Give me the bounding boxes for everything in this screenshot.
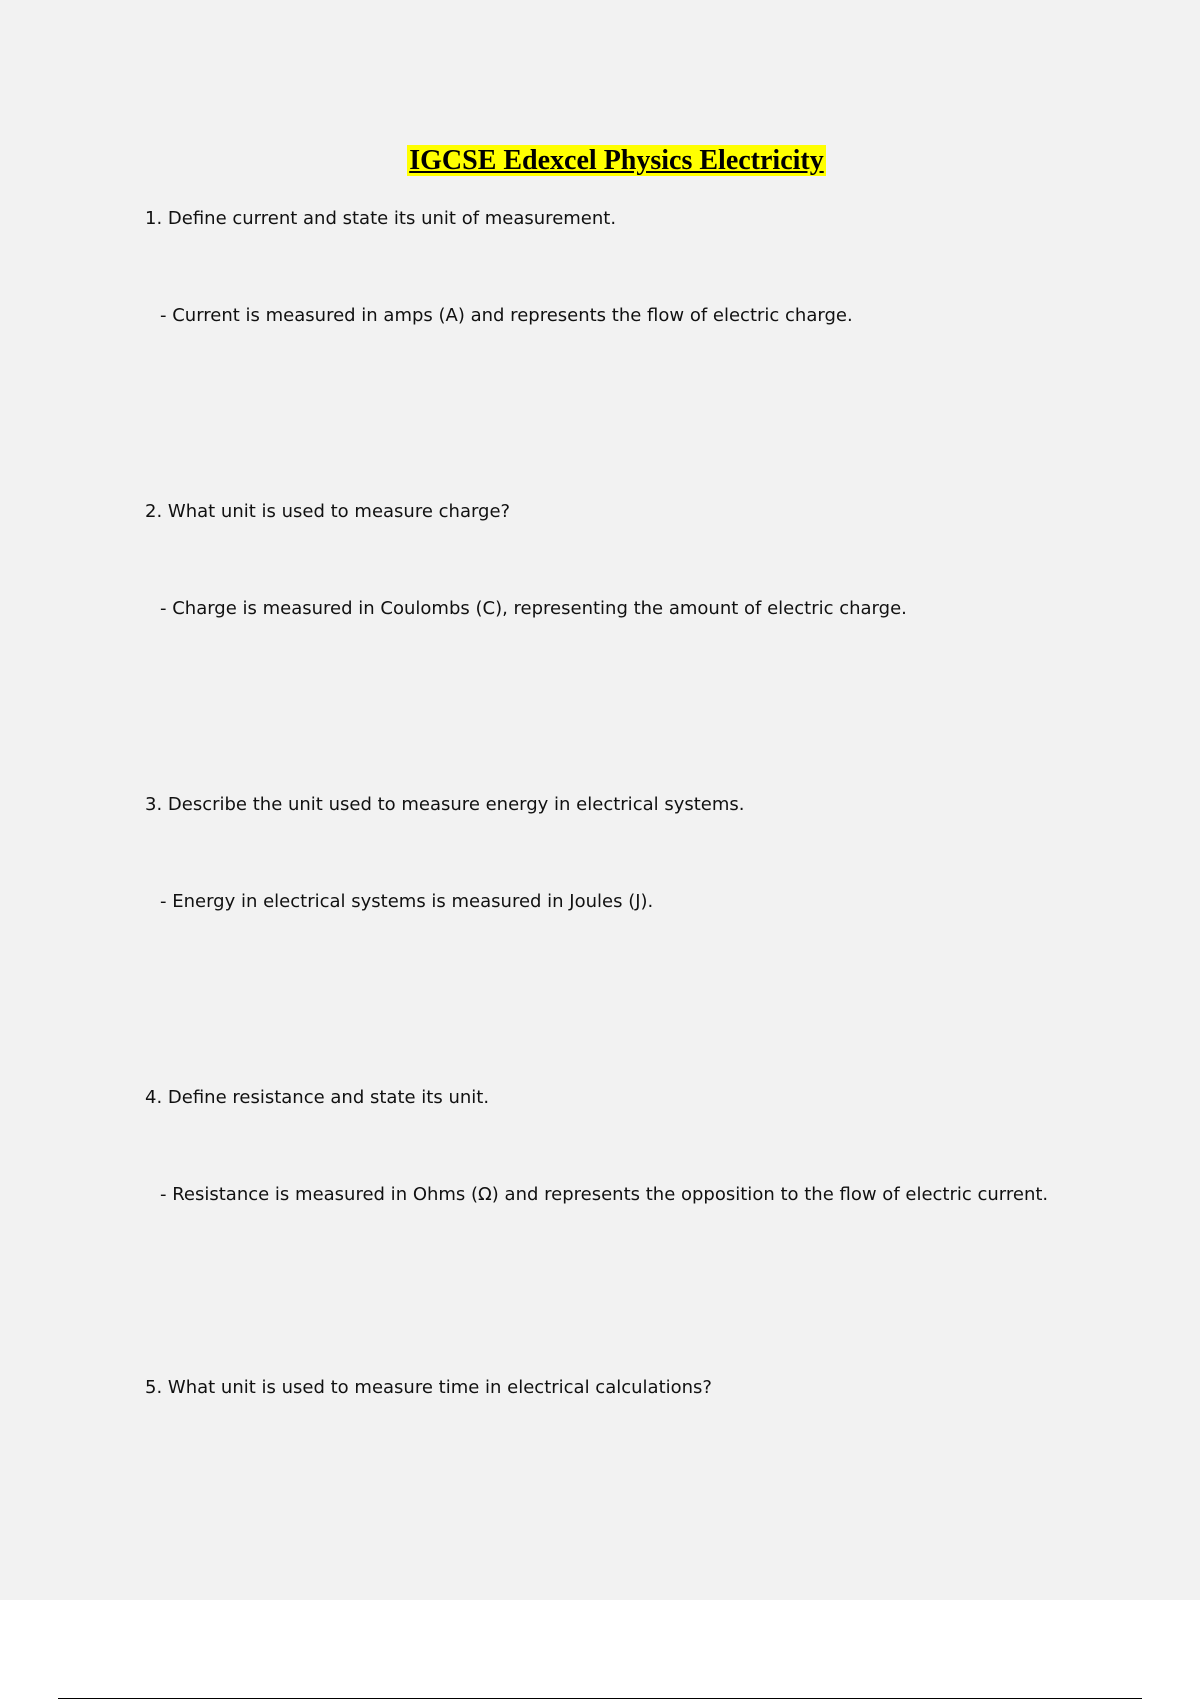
answer-4: - Resistance is measured in Ohms (Ω) and represents the opposition to the flow of electric current.: [160, 1184, 1049, 1205]
answer-2: - Charge is measured in Coulombs (C), representing the amount of electric charge.: [160, 598, 907, 619]
question-2: 2. What unit is used to measure charge?: [145, 501, 511, 522]
document-title: [0, 144, 1200, 178]
question-5: 5. What unit is used to measure time in electrical calculations?: [145, 1377, 712, 1398]
question-4: 4. Define resistance and state its unit.: [145, 1087, 490, 1108]
answer-3: - Energy in electrical systems is measured in Joules (J).: [160, 891, 654, 912]
question-3: 3. Describe the unit used to measure energy in electrical systems.: [145, 794, 745, 815]
footer-divider: [58, 1698, 1142, 1699]
answer-1: - Current is measured in amps (A) and represents the flow of electric charge.: [160, 305, 853, 326]
question-1: 1. Define current and state its unit of measurement.: [145, 208, 617, 229]
document-title-text: IGCSE Edexcel Physics Electricity: [409, 145, 824, 176]
